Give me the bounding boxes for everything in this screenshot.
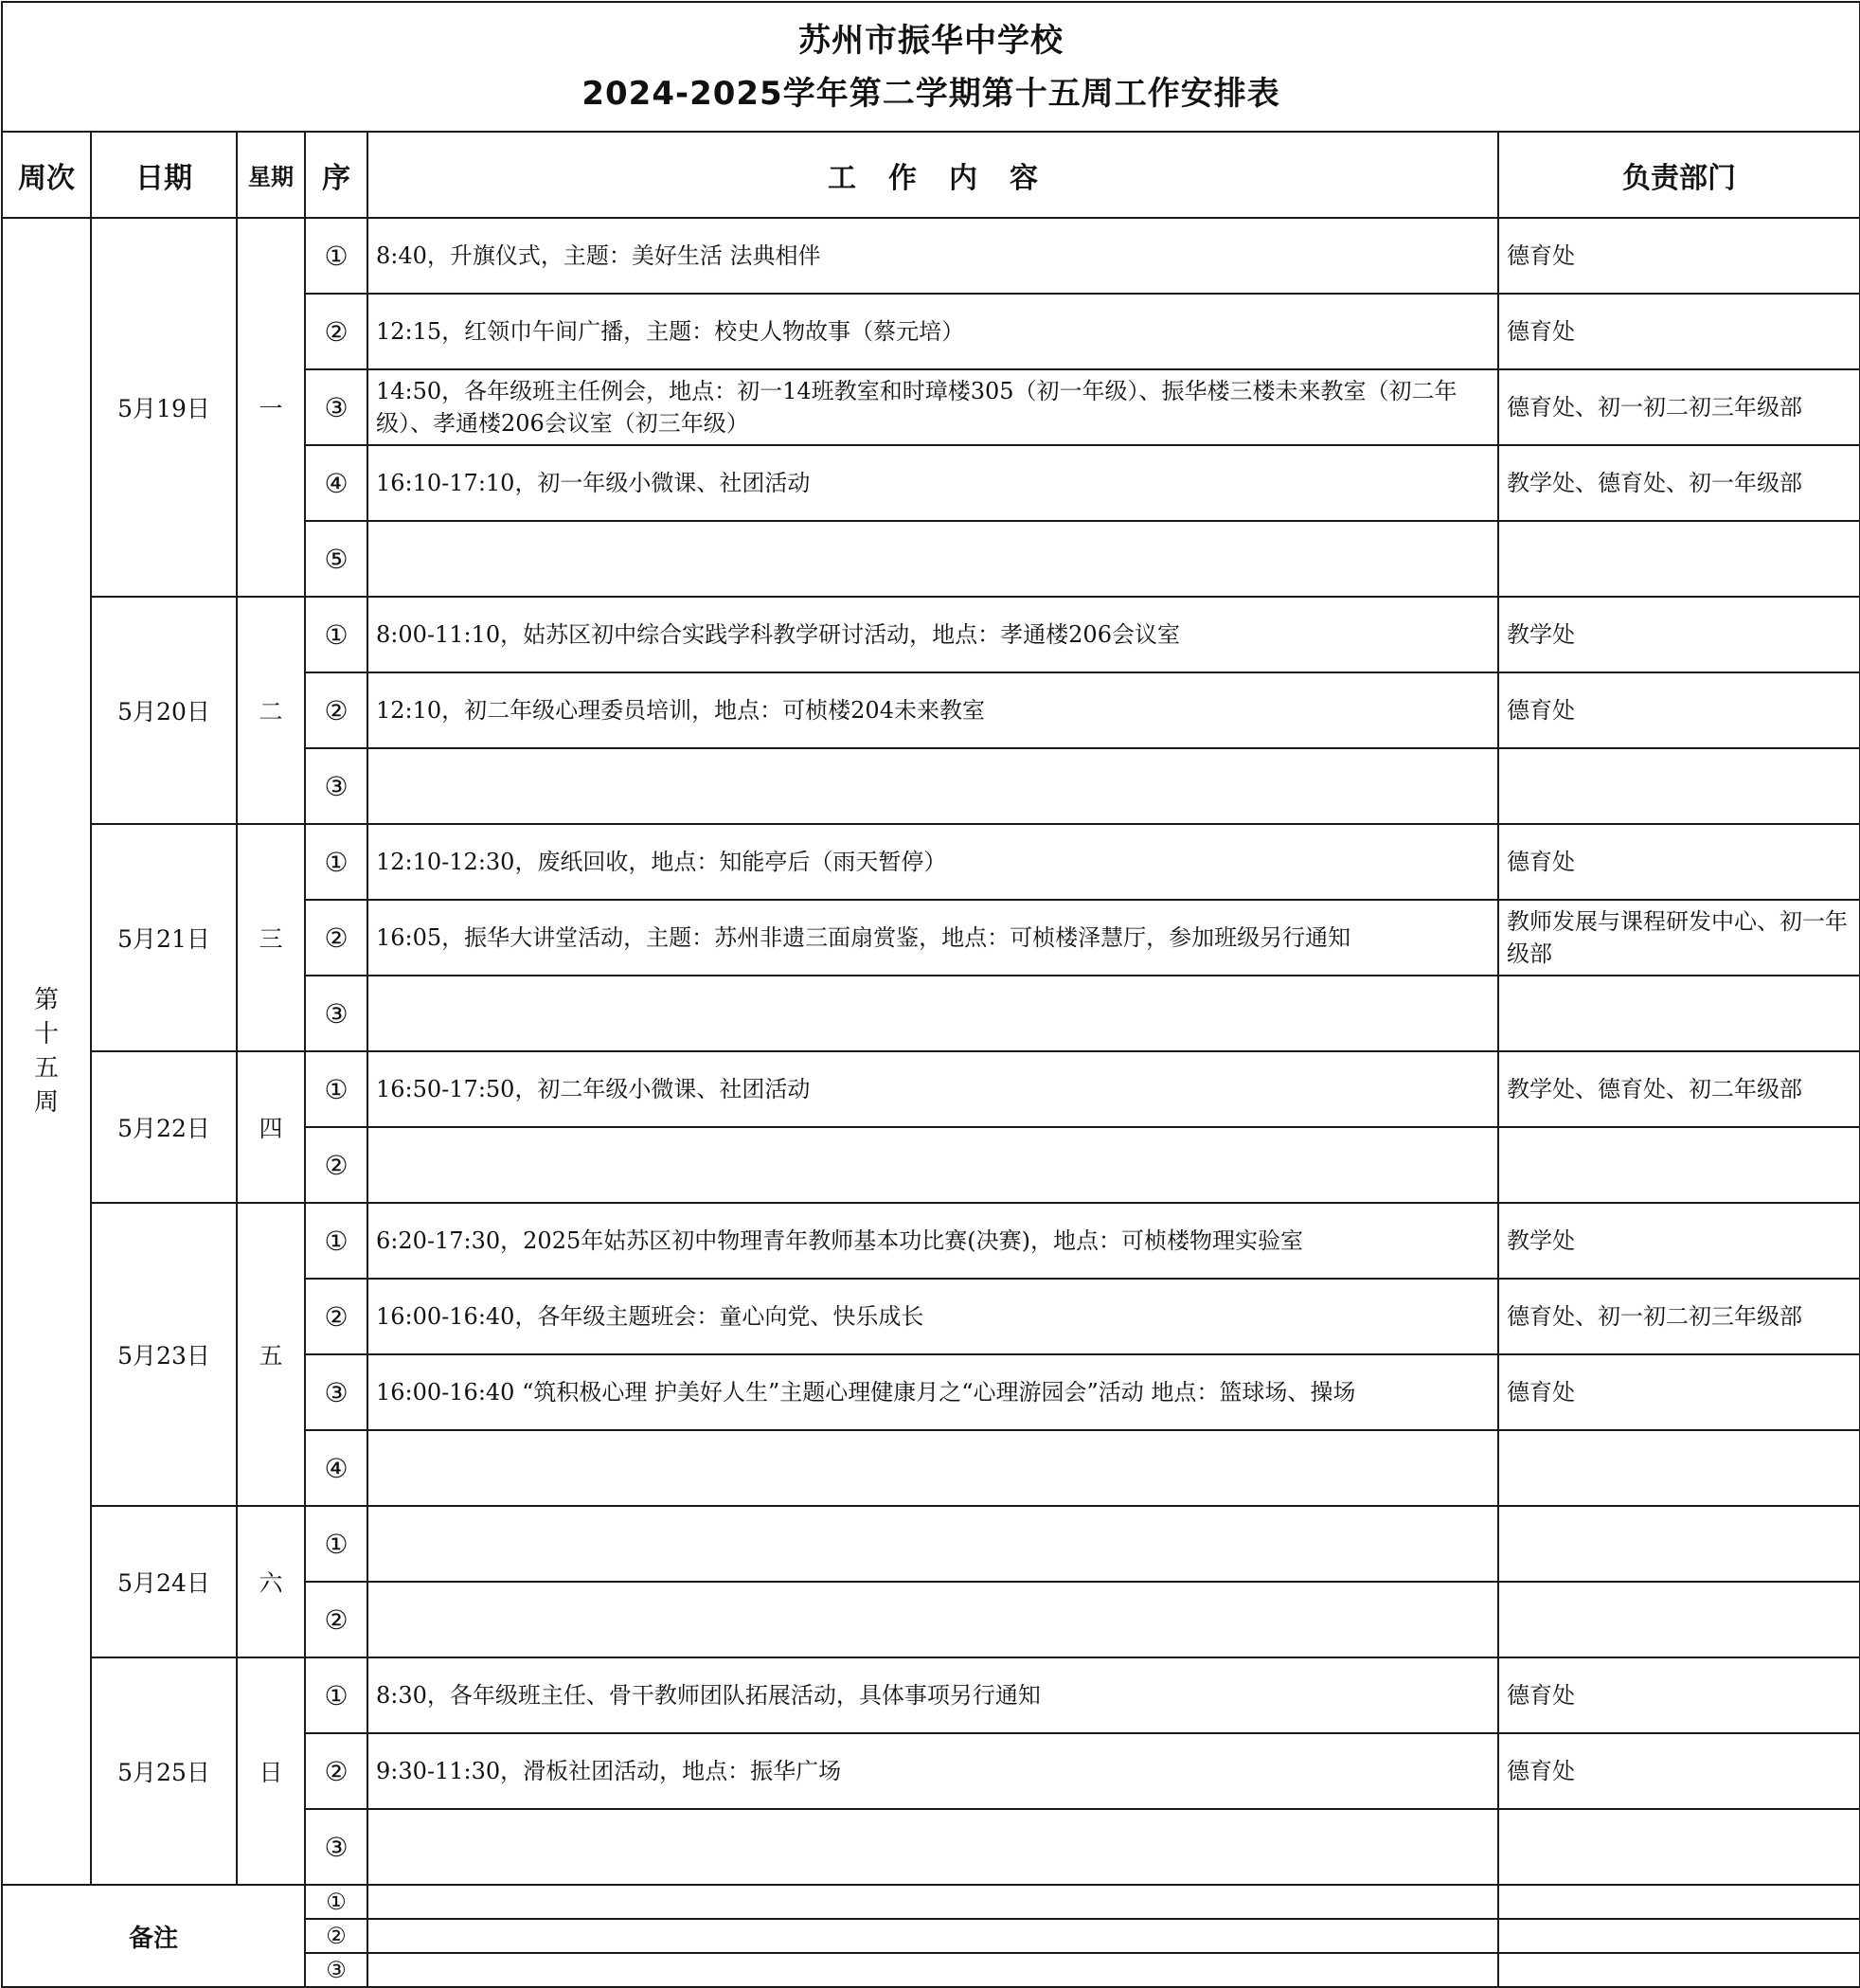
item-dept <box>1498 976 1860 1051</box>
item-content: 12:10-12:30，废纸回收，地点：知能亭后（雨天暂停） <box>367 824 1498 900</box>
schedule-row <box>2 597 1860 672</box>
day-date: 5月24日 <box>91 1506 237 1657</box>
schedule-row <box>2 218 1860 294</box>
remark-content <box>367 1919 1498 1953</box>
item-content <box>367 976 1498 1051</box>
item-seq: ② <box>305 672 367 748</box>
item-seq: ② <box>305 1279 367 1354</box>
remark-dept <box>1498 1885 1860 1919</box>
day-date: 5月20日 <box>91 597 237 824</box>
item-content: 14:50，各年级班主任例会，地点：初一14班教室和时璋楼305（初一年级）、振华楼三楼未来教室（初二年级）、孝通楼206会议室（初三年级） <box>367 369 1498 445</box>
remark-row <box>2 1885 1860 1919</box>
day-date: 5月22日 <box>91 1051 237 1203</box>
item-seq: ③ <box>305 748 367 824</box>
schedule-row <box>2 1506 1860 1582</box>
item-content: 16:10-17:10，初一年级小微课、社团活动 <box>367 445 1498 521</box>
week-label-char: 五 <box>33 1054 59 1083</box>
item-content <box>367 1506 1498 1582</box>
day-weekday: 二 <box>237 597 305 824</box>
item-content: 9:30-11:30，滑板社团活动，地点：振华广场 <box>367 1733 1498 1809</box>
item-seq: ① <box>305 1657 367 1733</box>
remark-seq: ③ <box>305 1953 367 1987</box>
item-seq: ① <box>305 824 367 900</box>
header-dept: 负责部门 <box>1498 132 1860 218</box>
item-content: 6:20-17:30，2025年姑苏区初中物理青年教师基本功比赛(决赛)，地点：可桢楼物理实验室 <box>367 1203 1498 1279</box>
item-dept <box>1498 1506 1860 1582</box>
week-label-char: 十 <box>33 1020 59 1048</box>
item-seq: ① <box>305 1203 367 1279</box>
schedule-table <box>1 1 1860 1988</box>
item-seq: ① <box>305 218 367 294</box>
day-date: 5月23日 <box>91 1203 237 1506</box>
week-label-char: 周 <box>33 1088 59 1117</box>
item-seq: ③ <box>305 369 367 445</box>
remark-seq: ① <box>305 1885 367 1919</box>
remark-content <box>367 1885 1498 1919</box>
item-seq: ④ <box>305 445 367 521</box>
item-seq: ② <box>305 1582 367 1657</box>
item-content <box>367 1809 1498 1885</box>
item-dept: 教学处、德育处、初二年级部 <box>1498 1051 1860 1127</box>
item-seq: ③ <box>305 976 367 1051</box>
day-weekday: 日 <box>237 1657 305 1885</box>
item-seq: ① <box>305 597 367 672</box>
header-date: 日期 <box>91 132 237 218</box>
item-dept: 德育处 <box>1498 1733 1860 1809</box>
item-content: 8:40，升旗仪式，主题：美好生活 法典相伴 <box>367 218 1498 294</box>
header-weekday: 星期 <box>237 132 305 218</box>
item-content: 8:00-11:10，姑苏区初中综合实践学科教学研讨活动，地点：孝通楼206会议室 <box>367 597 1498 672</box>
remark-dept <box>1498 1919 1860 1953</box>
item-seq: ④ <box>305 1430 367 1506</box>
item-seq: ③ <box>305 1354 367 1430</box>
week-label-char: 第 <box>33 986 59 1014</box>
item-content: 12:10，初二年级心理委员培训，地点：可桢楼204未来教室 <box>367 672 1498 748</box>
day-weekday: 三 <box>237 824 305 1051</box>
item-dept <box>1498 1430 1860 1506</box>
school-name: 苏州市振华中学校 <box>798 21 1064 60</box>
item-seq: ② <box>305 1733 367 1809</box>
item-seq: ③ <box>305 1809 367 1885</box>
item-dept: 德育处 <box>1498 1657 1860 1733</box>
day-weekday: 六 <box>237 1506 305 1657</box>
item-dept: 德育处 <box>1498 294 1860 369</box>
item-dept: 教学处 <box>1498 597 1860 672</box>
day-date: 5月25日 <box>91 1657 237 1885</box>
item-dept <box>1498 521 1860 597</box>
schedule-row <box>2 824 1860 900</box>
item-dept <box>1498 1582 1860 1657</box>
item-content: 16:00-16:40，各年级主题班会：童心向党、快乐成长 <box>367 1279 1498 1354</box>
item-seq: ① <box>305 1051 367 1127</box>
remarks-label: 备注 <box>2 1885 305 1987</box>
remark-dept <box>1498 1953 1860 1987</box>
item-content <box>367 521 1498 597</box>
item-dept <box>1498 1809 1860 1885</box>
item-seq: ⑤ <box>305 521 367 597</box>
item-content <box>367 748 1498 824</box>
schedule-row <box>2 1203 1860 1279</box>
item-content <box>367 1430 1498 1506</box>
header-week: 周次 <box>2 132 91 218</box>
item-dept <box>1498 748 1860 824</box>
item-dept: 教师发展与课程研发中心、初一年级部 <box>1498 900 1860 976</box>
item-content <box>367 1127 1498 1203</box>
item-dept: 德育处 <box>1498 672 1860 748</box>
item-content: 16:00-16:40 “筑积极心理 护美好人生”主题心理健康月之“心理游园会”活动 地点：篮球场、操场 <box>367 1354 1498 1430</box>
item-dept: 德育处 <box>1498 1354 1860 1430</box>
title-row <box>2 2 1860 132</box>
item-content: 8:30，各年级班主任、骨干教师团队拓展活动，具体事项另行通知 <box>367 1657 1498 1733</box>
item-dept: 德育处 <box>1498 218 1860 294</box>
item-seq: ① <box>305 1506 367 1582</box>
remark-seq: ② <box>305 1919 367 1953</box>
item-dept: 教学处、德育处、初一年级部 <box>1498 445 1860 521</box>
item-dept: 德育处、初一初二初三年级部 <box>1498 1279 1860 1354</box>
item-content: 16:50-17:50，初二年级小微课、社团活动 <box>367 1051 1498 1127</box>
day-date: 5月21日 <box>91 824 237 1051</box>
day-weekday: 四 <box>237 1051 305 1203</box>
item-seq: ② <box>305 1127 367 1203</box>
item-seq: ② <box>305 900 367 976</box>
item-dept: 教学处 <box>1498 1203 1860 1279</box>
item-dept: 德育处 <box>1498 824 1860 900</box>
schedule-row <box>2 1657 1860 1733</box>
day-weekday: 五 <box>237 1203 305 1506</box>
header-seq: 序 <box>305 132 367 218</box>
schedule-row <box>2 1051 1860 1127</box>
item-seq: ② <box>305 294 367 369</box>
item-content <box>367 1582 1498 1657</box>
item-dept: 德育处、初一初二初三年级部 <box>1498 369 1860 445</box>
schedule-title: 2024-2025学年第二学期第十五周工作安排表 <box>581 74 1280 113</box>
header-row <box>2 132 1860 218</box>
remark-content <box>367 1953 1498 1987</box>
item-content: 16:05，振华大讲堂活动，主题：苏州非遗三面扇赏鉴，地点：可桢楼泽慧厅，参加班级另行通知 <box>367 900 1498 976</box>
day-date: 5月19日 <box>91 218 237 597</box>
header-content: 工作内容 <box>367 132 1498 218</box>
item-dept <box>1498 1127 1860 1203</box>
week-label <box>2 218 91 1885</box>
page-title <box>2 2 1860 132</box>
item-content: 12:15，红领巾午间广播，主题：校史人物故事（蔡元培） <box>367 294 1498 369</box>
day-weekday: 一 <box>237 218 305 597</box>
